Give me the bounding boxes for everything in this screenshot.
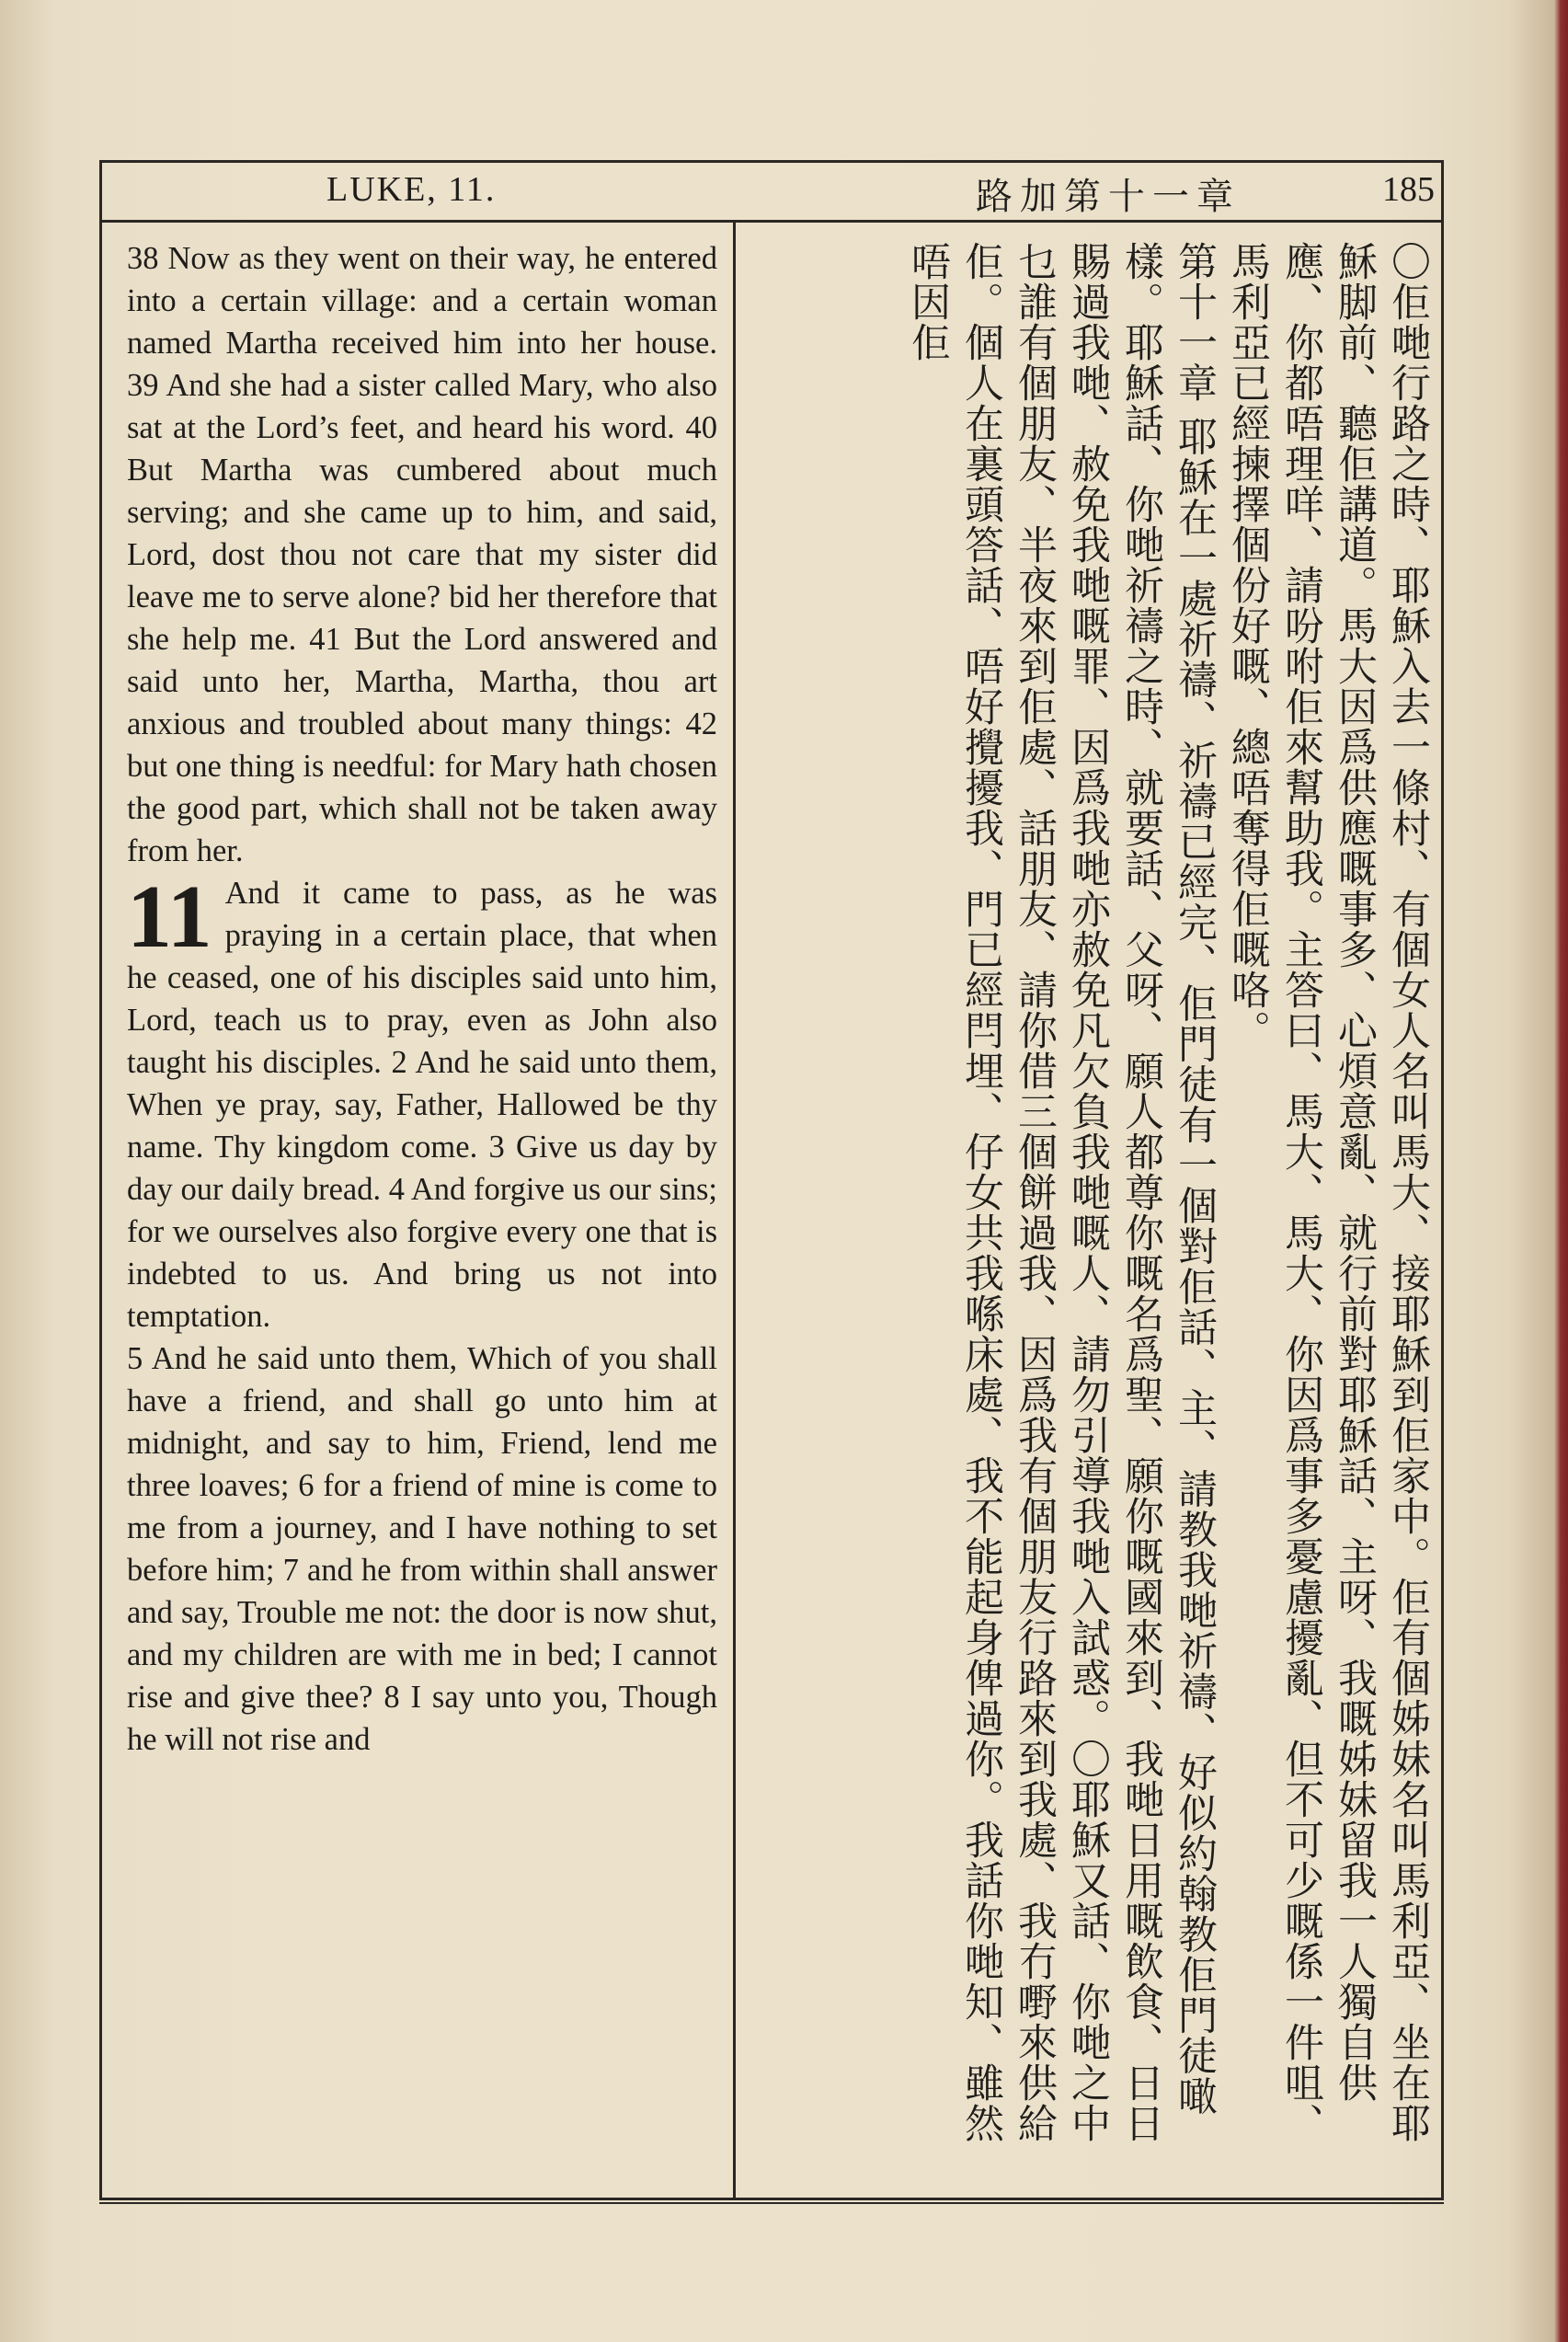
chinese-paragraph-2: 第十一章 耶穌在一處祈禱、祈禱已經完、佢門徒有一個對佢話、主、請教我哋祈禱、好似約翰教佢門徒噉樣。耶穌話、你哋祈禱之時、就要話、父呀、願人都尊你嘅名爲聖、願你嘅國來到、我哋日用嘅飲食、日日賜過我哋、赦免我哋嘅罪、因爲我哋亦赦免凡欠負我哋嘅人、請勿引導我哋入試惑。〇耶穌又話、你哋之中乜誰有個朋友、半夜來到佢處、話朋友、請你借三個餅過我、因爲我有個朋友行路來到我處、我冇嘢來供給佢。個人在裏頭答話、唔好攪擾我、門已經閂埋、仔女共我喺床處、我不能起身俾過你。我話你哋知、雖然唔因佢	[905, 241, 1218, 2143]
page-number: 185	[1382, 170, 1435, 209]
running-header-chinese: 路加第十一章	[976, 176, 1241, 218]
chinese-paragraph-1: 〇佢哋行路之時、耶穌入去一條村、有個女人名叫馬大、接耶穌到佢家中。佢有個姊妹名叫馬利亞、坐在耶穌脚前、聽佢講道。馬大因爲供應嘅事多、心煩意亂、就行前對耶穌話、主呀、我嘅姊妹留我一人獨自供應、你都唔理咩、請吩咐佢來幫助我。主答曰、馬大、馬大、你因爲事多憂慮擾亂、但不可少嘅係一件咀、馬利亞已經揀擇個份好嘅、總唔奪得佢嘅咯。	[1225, 241, 1431, 2143]
column-divider	[733, 223, 736, 2200]
running-header-english: LUKE, 11.	[326, 170, 497, 209]
chapter-number: 11	[127, 867, 212, 967]
english-paragraph-1: 38 Now as they went on their way, he entered into a certain village: and a certain woman named Martha received him into her house. 39 And she had a sister called Mary, who also sat at the Lord’s feet, and heard his word. 40 But Martha was cumbered about much serving; and she came up to him, and said, Lord, dost thou not care that my sister did leave me to serve alone? bid her therefore that she help me. 41 But the Lord answered and said unto her, Martha, Martha, thou art anxious and troubled about many things: 42 but one thing is needful: for Mary hath chosen the good part, which shall not be taken away from her.	[127, 241, 717, 868]
english-paragraph-3: 5 And he said unto them, Which of you shall have a friend, and shall go unto him at midnight, and say to him, Friend, lend me three loaves; 6 for a friend of mine is come to me from a journey, and I have nothing to set before him; 7 and he from within shall answer and say, Trouble me not: the door is now shut, and my children are with me in bed; I cannot rise and give thee? 8 I say unto you, Though he will not rise and	[127, 1341, 717, 1757]
chinese-column	[747, 241, 1435, 2182]
english-paragraph-2: And it came to pass, as he was praying in a certain place, that when he ceased, one of his disciples said unto him, Lord, teach us to pray, even as John also taught his disciples. 2 And he said unto them, When ye pray, say, Father, Hallowed be thy name. Thy kingdom come. 3 Give us day by day our daily bread. 4 And forgive us our sins; for we ourselves also forgive every one that is indebted to us. And bring us not into temptation.	[127, 876, 717, 1334]
english-column	[127, 237, 717, 1761]
header-rule	[99, 220, 1444, 223]
bottom-rule	[99, 2202, 1444, 2204]
english-chapter-paragraph	[127, 867, 717, 1337]
